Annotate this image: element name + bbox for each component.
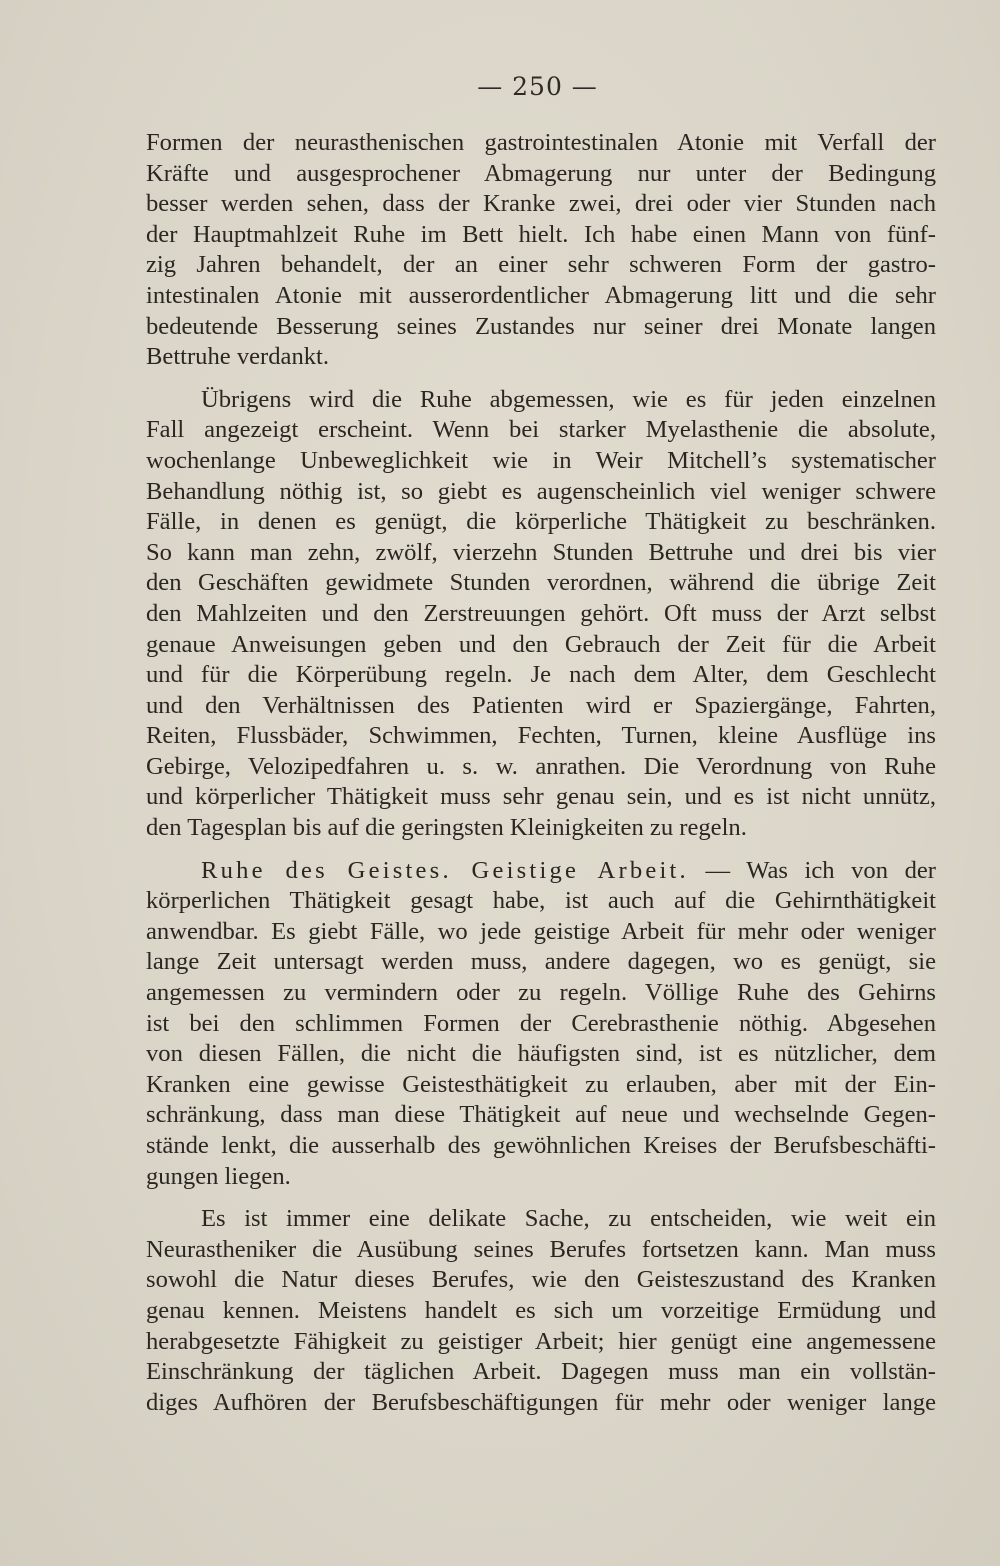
text-line: gungen liegen. [146, 1162, 291, 1190]
text-line: bedeutende Besserung seines Zustandes nur seiner drei Monate langen [146, 312, 936, 340]
body-text [146, 128, 936, 1418]
text-line: und für die Körperübung regeln. Je nach dem Alter, dem Geschlecht [146, 661, 936, 689]
text-line: der Hauptmahlzeit Ruhe im Bett hielt. Ich habe einen Mann von fünf- [146, 220, 936, 248]
text-line: wochenlange Unbeweglichkeit wie in Weir Mitchell’s systematischer [146, 446, 936, 474]
text-line: Fall angezeigt erscheint. Wenn bei starker Myelasthenie die absolute, [146, 416, 936, 444]
text-line: genaue Anweisungen geben und den Gebrauch der Zeit für die Arbeit [146, 630, 936, 658]
text-line: Kranken eine gewisse Geistesthätigkeit zu erlauben, aber mit der Ein- [146, 1070, 936, 1098]
text-line: angemessen zu vermindern oder zu regeln. Völlige Ruhe des Gehirns [146, 979, 936, 1007]
text-line: anwendbar. Es giebt Fälle, wo jede geistige Arbeit für mehr oder weniger [146, 917, 936, 945]
text-line [146, 856, 936, 887]
text-line: Reiten, Flussbäder, Schwimmen, Fechten, Turnen, kleine Ausflüge ins [146, 722, 936, 750]
text-line: und den Verhältnissen des Patienten wird er Spaziergänge, Fahrten, [146, 691, 936, 719]
text-line: von diesen Fällen, die nicht die häufigsten sind, ist es nützlicher, dem [146, 1040, 936, 1068]
text-line: Übrigens wird die Ruhe abgemessen, wie es für jeden einzelnen [201, 385, 936, 413]
text-line: intestinalen Atonie mit ausserordentlicher Abmagerung litt und die sehr [146, 281, 936, 309]
text-line: genau kennen. Meistens handelt es sich um vorzeitige Ermüdung und [146, 1296, 936, 1324]
text-line: Formen der neurasthenischen gastrointestinalen Atonie mit Verfall der [146, 129, 936, 156]
paragraph-1 [146, 128, 936, 373]
text-line: Behandlung nöthig ist, so giebt es augenscheinlich viel weniger schwere [146, 477, 936, 505]
text-line: Bettruhe verdankt. [146, 343, 330, 371]
text-line: Fälle, in denen es genügt, die körperliche Thätigkeit zu beschränken. [146, 508, 936, 536]
page-number: — 250 — [477, 72, 598, 101]
paragraph-4 [146, 1204, 936, 1418]
heading-line-rest: — Was ich von der [688, 856, 936, 884]
paragraph-3 [146, 856, 936, 1193]
text-line: Gebirge, Velozipedfahren u. s. w. anrathen. Die Verordnung von Ruhe [146, 752, 936, 780]
text-line: den Geschäften gewidmete Stunden verordnen, während die übrige Zeit [146, 569, 936, 597]
text-line: herabgesetzte Fähigkeit zu geistiger Arbeit; hier genügt eine angemessene [146, 1327, 936, 1355]
text-line: Einschränkung der täglichen Arbeit. Dagegen muss man ein vollstän- [146, 1358, 936, 1386]
text-line: Kräfte und ausgesprochener Abmagerung nur unter der Bedingung [146, 159, 936, 187]
text-line: zig Jahren behandelt, der an einer sehr schweren Form der gastro- [146, 251, 936, 279]
paragraph-2 [146, 385, 936, 844]
text-line: diges Aufhören der Berufsbeschäftigungen für mehr oder weniger lange [146, 1388, 936, 1416]
text-line: So kann man zehn, zwölf, vierzehn Stunden Bettruhe und drei bis vier [146, 538, 936, 566]
text-line: stände lenkt, die ausserhalb des gewöhnlichen Kreises der Berufsbeschäfti- [146, 1132, 936, 1159]
text-line: sowohl die Natur dieses Berufes, wie den Geisteszustand des Kranken [146, 1266, 936, 1294]
text-line: und körperlicher Thätigkeit muss sehr genau sein, und es ist nicht unnütz, [146, 783, 936, 811]
text-line: schränkung, dass man diese Thätigkeit auf neue und wechselnde Gegen- [146, 1101, 936, 1129]
text-line: den Tagesplan bis auf die geringsten Kleinigkeiten zu regeln. [146, 814, 747, 842]
text-line: ist bei den schlimmen Formen der Cerebrasthenie nöthig. Abgesehen [146, 1009, 936, 1037]
text-line: besser werden sehen, dass der Kranke zwei, drei oder vier Stunden nach [146, 190, 936, 218]
text-line: lange Zeit untersagt werden muss, andere dagegen, wo es genügt, sie [146, 948, 936, 976]
text-line: Neurastheniker die Ausübung seines Berufes fortsetzen kann. Man muss [146, 1235, 936, 1263]
text-line: Es ist immer eine delikate Sache, zu entscheiden, wie weit ein [201, 1205, 936, 1233]
text-line: körperlichen Thätigkeit gesagt habe, ist auch auf die Gehirnthätigkeit [146, 887, 936, 915]
section-heading: Ruhe des Geistes. Geistige Arbeit. [201, 856, 689, 884]
text-line: den Mahlzeiten und den Zerstreuungen gehört. Oft muss der Arzt selbst [146, 599, 936, 627]
